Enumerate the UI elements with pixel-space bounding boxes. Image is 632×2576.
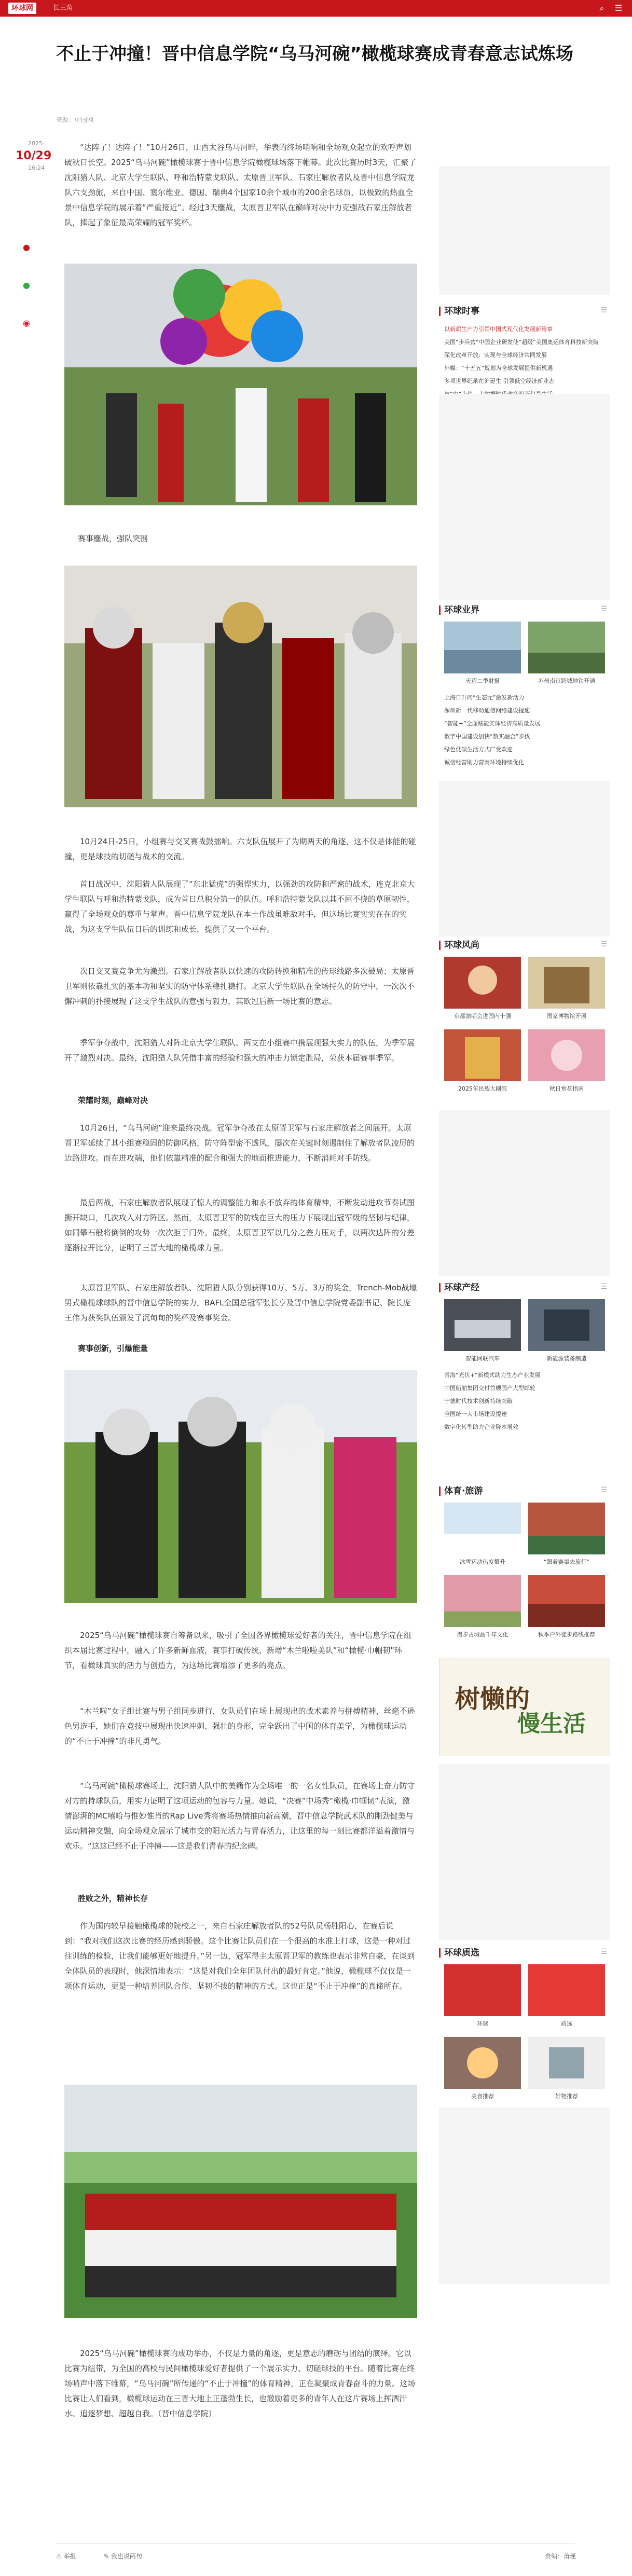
article-paragraph: 季军争夺战中，沈阳猎人对阵北京大学生联队。两支在小组赛中携展现强大实力的队伍，为季军展开了激烈对决。最终，沈阳猎人队凭借丰富的经验和强大的冲击力锁定胜局，荣获本届赛事季军。 [64,1038,415,1063]
article-source: 来源：中国网 [56,116,94,123]
header-accent-bar [439,1486,441,1496]
promo-banner[interactable] [439,1658,610,1756]
thumb-caption: 美食推荐 [471,2093,494,2100]
module-header [439,1947,610,1959]
module-header [439,1282,610,1294]
module-sports-travel [439,1485,610,1651]
article-paragraph: 太原晋卫军队、石家庄解放者队、沈阳猎人队分别获得10万、5万、3万的奖金，Trench-Mob战壕男式橄榄球球队的晋中信息学院的实力，BAFL全国总冠军张长亨及晋中信息学院党委副书记、院长庞王伟为获奖队伍颁发了沉甸甸的奖杯及赛事奖金。 [64,1283,417,1323]
header-accent-bar [439,1283,441,1292]
thumb-caption: 漫步古城品千年文化 [457,1631,509,1638]
news-link[interactable]: 数字中国建设加快“数实融合”步伐 [444,733,530,740]
module-header [439,939,610,952]
thumb-caption: 2025年民族大剧院 [458,1085,507,1092]
news-link[interactable]: 诚信经营助力营商环境持续优化 [444,759,524,766]
date-time: 16:24 [28,164,45,171]
module-header [439,305,610,318]
footer-divider [56,2543,575,2544]
news-link[interactable]: 上海日升问“生态元”激发新活力 [444,694,525,701]
section-subhead: 胜败之外，精神长存 [78,1894,148,1903]
thumb-caption: 秋季户外徒步路线推荐 [538,1631,595,1638]
thumb-image [444,1575,521,1627]
news-link[interactable]: 多项世界纪录在沪诞生 引领低空经济新业态 [444,378,555,384]
ad-placeholder [439,394,610,600]
ad-placeholder [439,2107,610,2284]
thumb-image [444,2037,521,2089]
news-link[interactable]: 深化改革开放：实现与全球经济共同发展 [444,352,547,359]
article-photo-group [64,2085,417,2318]
thumb-caption: 冰雪运动热度攀升 [460,1559,505,1565]
news-link[interactable]: 中国船舶集团交付首艘国产大型邮轮 [444,1385,535,1392]
thumb-card[interactable] [528,622,605,685]
article-paragraph: 10月26日，“乌马河碗”迎来最终决战。冠军争夺战在太原晋卫军与石家庄解放者之间展开。太原晋卫军延续了其小组赛稳固的防御风格，防守阵型密不透风，屡次在关键时刻遏制住了解放者队凌厉的边路进攻。而在进攻端，他们依靠精准的配合和强大的地面推进能力，不断消耗对手防线。 [64,1123,415,1163]
thumb-image [528,957,605,1009]
module-current-affairs [439,305,610,388]
more-icon[interactable]: ☰ [600,940,607,948]
report-icon: ⚠ [56,2553,62,2560]
thumb-caption: 质选 [561,2020,572,2027]
news-link[interactable]: 数字化转型助力企业降本增效 [444,1424,518,1430]
article-paragraph: 10月24日-25日，小组赛与交叉赛战鼓擂响。六支队伍展开了为期两天的角逐，这不仅是体能的碰撞，更是球技的切磋与战术的交流。 [64,837,416,861]
module-industry [439,604,610,775]
thumb-card[interactable] [444,1299,521,1362]
channel-name[interactable]: 长三角 [53,4,74,12]
thumb-card[interactable] [528,1503,605,1566]
top-navigation-bar [0,0,632,17]
module-title[interactable]: 环球质选 [444,1948,479,1958]
more-icon[interactable]: ☰ [600,1283,607,1291]
header-accent-bar [439,307,441,316]
news-link[interactable]: 以新质生产力引领中国式现代化发展新篇章 [444,326,553,333]
thumb-image [528,2037,605,2089]
news-link[interactable]: 全国统一大市场建设提速 [444,1411,507,1417]
module-title[interactable]: 体育·旅游 [444,1486,483,1496]
module-title[interactable]: 环球时事 [444,306,479,316]
news-list [444,691,605,769]
ad-placeholder [439,1110,610,1276]
thumb-card[interactable] [528,1029,605,1093]
news-list [444,1369,605,1434]
module-title[interactable]: 环球业界 [444,605,479,615]
photo-caption: 赛事鏖战，强队突围 [78,534,148,543]
news-list [444,323,605,401]
more-icon[interactable]: ☰ [600,306,607,314]
thumb-image [444,1964,521,2016]
thumb-card[interactable] [528,1299,605,1362]
editor-name: 责编：萧瑾 [545,2553,576,2560]
module-header [439,1485,610,1497]
thumb-image [528,1299,605,1351]
thumb-caption: 秋日赏花指南 [549,1085,584,1092]
thumb-caption: 智能网联汽车 [465,1355,500,1362]
thumb-image [528,1964,605,2016]
article-paragraph: 首日战况中，沈阳猎人队展现了“东北猛虎”的强悍实力，以强劲的攻防和严密的战术，连克北京大学生联队与呼和浩特蒙戈队，成为首日总积分第一的队伍。呼和浩特蒙戈队以其不屈不挠的草原韧性，赢得了全场观众的尊重与掌声。晋中信息学院龙队在本土作战虽难敌对手，但这场比赛实实在在的实战，为这支学生队伍日后的训练和成长，提供了又一个平台。 [64,879,415,934]
module-title[interactable]: 环球产经 [444,1283,479,1293]
thumb-card[interactable] [444,2037,521,2100]
comment-small-icon: ✎ [104,2553,109,2560]
ad-placeholder [439,1764,610,1940]
header-accent-bar [439,941,441,950]
thumb-card[interactable] [528,1575,605,1638]
thumb-image [444,957,521,1009]
thumb-image [528,1029,605,1081]
news-link[interactable]: 青海“光伏+”新模式助力生态产业发展 [444,1372,541,1379]
article-photo-women-team [64,1370,417,1603]
ad-placeholder [439,166,610,295]
article-title: 不止于冲撞！晋中信息学院“乌马河碗”橄榄球赛成青春意志试炼场 [56,44,573,64]
more-icon[interactable]: ☰ [600,605,607,613]
module-selection [439,1947,610,2102]
promo-text-2: 慢生活 [517,1711,586,1737]
thumb-caption: 天迈二季财报 [465,678,500,684]
article-paragraph: “达阵了！达阵了！”10月26日，山西太谷乌马河畔，举表的终场哨响和全场观众起立的欢呼声划破秋日长空。2025“乌马河碗”橄榄球赛于晋中信息学院橄榄球场落下帷幕。此次比赛历时3天，汇聚了沈阳猎人队、北京大学生联队、呼和浩特蒙戈联队、太原晋卫军队、石家庄解放者队及晋中信息学院龙队六支劲旅，来自中国、塞尔维亚、德国、瑞典4个国家10余个城市的200余名球员，以极致的热血全景中信息学院的展示着“严重接近”。经过3天鏖战，太原晋卫军队在巅峰对决中力克强敌石家庄解放者队，捧起了象征最高荣耀的冠军奖杯。 [64,143,417,227]
thumb-card[interactable] [528,2037,605,2100]
article-paragraph: “木兰啦”女子组比赛与男子组同步进行，女队员们在场上展现出的战术素养与拼搏精神，丝毫不逊色男选手，她们在竞技中展现出快速冲刺、强壮的身形，完全跃出了中国的体育美学，为橄榄球运动的“不止于冲撞”的非凡勇气。 [64,1706,415,1746]
article-photo-cheerleaders [64,264,417,505]
thumb-image [444,1299,521,1351]
more-icon[interactable]: ☰ [600,1948,607,1956]
module-economy [439,1282,610,1437]
thumb-caption: 国家博物馆开展 [546,1013,587,1020]
date-year: 2025- [28,140,45,147]
news-link[interactable]: 深圳新一代移动通信网络建设提速 [444,707,530,714]
thumb-image [528,622,605,673]
thumb-caption: 苏州南京跨城地铁开通 [538,678,595,684]
thumb-caption: 环球 [477,2020,488,2027]
thumb-image [528,1575,605,1627]
news-link[interactable]: 外媒：“十五五”规划为全球发展提供新机遇 [444,365,553,371]
weibo-share-icon[interactable]: ◉ [23,318,30,328]
article-photo-scrimmage [64,566,417,807]
comment-link[interactable] [104,2552,142,2560]
thumb-image [444,1029,521,1081]
thumb-card[interactable] [444,957,521,1020]
article-paragraph: 次日交叉赛竞争尤为激烈。石家庄解放者队以快速的攻防转换和精准的传球线路多次破局；太原晋卫军则依靠扎实的基本功和坚实的防守体系稳扎稳打。北京大学生联队在全场持久的防守中，一次次不懈冲刺的扑接展现了这支学生战队的意强与毅力，其欧冠后新一场比赛的意志。 [64,967,415,1006]
thumb-card[interactable] [444,1503,521,1566]
article-paragraph: 2025“乌马河碗”橄榄球赛自筹备以来，吸引了全国各界橄榄球爱好者的关注，晋中信息学院在组织本届比赛过程中，融入了许多新鲜血液，赛事打破传统，新增“木兰啦啦美队”和“橄榄·巾帼韧”环节，看橄球真实的活力与创造力，为这场比赛增添了更多的亮点。 [64,1631,411,1670]
thumb-card[interactable] [444,1964,521,2028]
date-month-day: 10/29 [16,149,52,162]
comment-label: 我也说两句 [111,2553,142,2560]
module-header [439,604,610,616]
article-paragraph: 2025“乌马河碗”橄榄球赛的成功举办，不仅是力量的角逐，更是意志的磨砺与团结的演绎。它以比赛为纽带，为全国的高校与民间橄榄球爱好者提供了一个展示实力、切磋球技的平台。随着比赛在终场哨声中落下帷幕，“乌马河碗”所传递的“不止于冲撞”的体育精神，正在凝聚成青春奋斗的力量。这场比赛让人们看到，橄榄球运动在三晋大地上正蓬勃生长，也激励着更多的青年人在这片赛场上挥洒汗水、追逐梦想、超越自我。（晋中信息学院） [64,2349,416,2418]
thumb-card[interactable] [444,622,521,685]
wechat-share-icon[interactable]: ● [23,280,30,290]
news-link[interactable]: 宁德时代技术创新持续突破 [444,1398,513,1404]
news-link[interactable]: 美国“步兵营”中国企业研发使“超级”美国奥运体育科技新突破 [444,339,599,346]
article-paragraph: “乌马河碗”橄榄球赛场上，沈阳猎人队中的美籍作为全场唯一的一名女性队员，在赛场上奋力防守对方的持球队员，用实力证明了这项运动的包容与力量。她说，“决赛”中场秀“橄榄·巾帼韧”表演，激情澎湃的MC嘻哈与惟妙惟肖的Rap Live秀将赛场热情推向新高潮，晋中信息学院武术队的刚劲健美与运动精神交融，向全场观众展示了城市交的阳光活力与青春活力，让这里的每一刻比赛都洋溢着激情与欢乐。“这这已经不止于冲撞——这是我们青春的纪念碑。 [64,1781,415,1851]
thumb-caption: 好物推荐 [555,2093,578,2100]
thumb-card[interactable] [444,1029,521,1093]
search-icon[interactable]: ⌕ [599,3,604,13]
report-link[interactable] [56,2552,76,2560]
ad-placeholder [439,781,610,936]
publish-date [16,140,52,171]
module-title[interactable]: 环球风尚 [444,940,479,950]
news-link[interactable]: “智能+”全面赋能实体经济高质量发展 [444,720,541,727]
header-accent-bar [439,1948,441,1958]
news-link[interactable]: 绿色低碳生活方式广受欢迎 [444,746,513,753]
promo-text-1: 树懒的 [455,1685,530,1714]
report-label: 举报 [63,2553,76,2560]
thumb-image [444,622,521,673]
thumb-caption: 新能源装备制造 [546,1355,587,1362]
more-icon[interactable]: ☰ [600,1486,607,1494]
module-fashion [439,939,610,1105]
thumb-image [444,1503,521,1554]
header-accent-bar [439,605,441,615]
thumb-caption: “跟着赛事去旅行” [543,1559,590,1565]
menu-icon[interactable]: ☰ [614,3,623,13]
article-paragraph: 最后两战，石家庄解放者队展现了惊人的调整能力和永不放弃的体育精神，不断发动进攻节奏试图撕开缺口，几次攻入对方阵区。然而，太原晋卫军的防线在巨大的压力下展现出冠军级的坚韧与纪律，如同攀石般将倒倒的攻势一次次拒于门外。最终，太原晋卫军以几分之差力压对手，以两次达阵的分差逐渐拉开比分，证明了三晋大地的橄榄球力量。 [64,1198,415,1252]
site-logo[interactable]: 环球网 [8,3,36,14]
thumb-card[interactable] [528,1964,605,2028]
section-subhead: 赛事创新，引爆能量 [78,1344,148,1353]
thumb-card[interactable] [444,1575,521,1638]
section-subhead: 荣耀时刻，巅峰对决 [78,1096,148,1105]
thumb-card[interactable] [528,957,605,1020]
article-paragraph: 作为国内较早接触橄榄球的院校之一，来自石家庄解放者队的52号队员杨胜阳心，在赛后说到：“我对我们这次比赛的经历感到骄傲。这个比赛让队员们在一个很高的水准上打球，这是一种对过往训练的检验，让我们能够更好地提升。”另一边，冠军得主太原晋卫军的教练也表示非常自豪，在谈到全体队员的表现时，他深情地表示：“这是对我们全年团队付出的最好肯定。”他说，橄榄球不仅仅是一项体育运动，更是一种培养团队合作、坚韧不拔的精神的方式。这也正是“不止于冲撞”的真谛所在。 [64,1921,415,1991]
thumb-image [528,1503,605,1554]
comment-icon[interactable]: ● [23,242,30,252]
thumb-caption: 东都演唱会进国内十强 [454,1013,511,1020]
